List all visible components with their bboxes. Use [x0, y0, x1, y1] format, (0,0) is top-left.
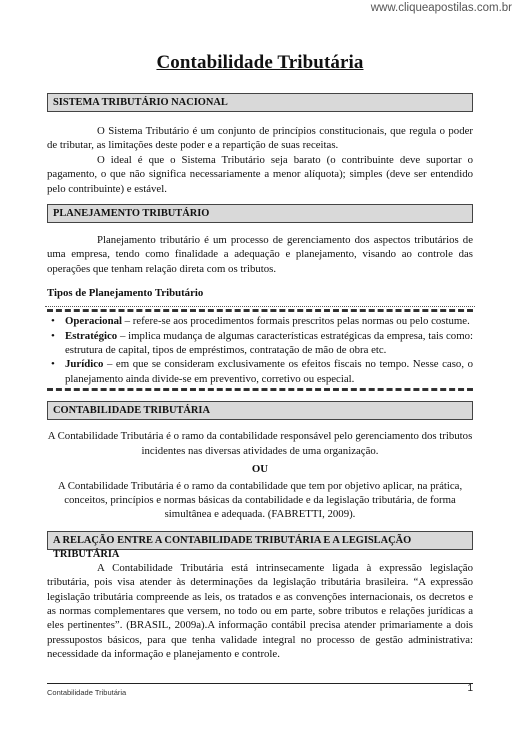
list-item-term: Estratégico [65, 329, 118, 342]
footer-divider [47, 683, 473, 684]
document-page [47, 44, 473, 662]
bullet-icon: • [51, 358, 55, 371]
list-item-text: – em que se consideram exclusivamente os efeitos fiscais no tempo. Nesse caso, o planejamento ainda divide-se em preventivo, corretivo ou especial. [65, 358, 473, 385]
list-item-term: Operacional [65, 315, 122, 328]
paragraph: Planejamento tributário é um processo de gerenciamento dos aspectos tributários de uma empresa, tendo como finalidade a adequação e planejamento, visando ao controle das operações que tenham relação direta com os tributos. [47, 234, 473, 275]
site-url: www.cliqueapostilas.com.br [370, 2, 512, 14]
section-heading-relacao-legislacao: A RELAÇÃO ENTRE A CONTABILIDADE TRIBUTÁRIA E A LEGISLAÇÃO TRIBUTÁRIA [47, 531, 473, 550]
footer-text: Contabilidade Tributária [47, 688, 127, 697]
list-item-term: Jurídico [65, 358, 104, 371]
list-item [47, 329, 473, 358]
paragraph: A Contabilidade Tributária é o ramo da contabilidade que tem por objetivo aplicar, na prática, conceitos, princípios e normas básicas da contabilidade e da legislação tributária, de forma simultânea e adequada. (FABRETTI, 2009). [57, 479, 463, 521]
bullet-icon: • [51, 329, 55, 342]
bullet-icon: • [51, 315, 55, 328]
section-heading-contabilidade-tributaria: CONTABILIDADE TRIBUTÁRIA [47, 401, 473, 420]
paragraph: A Contabilidade Tributária está intrinsecamente ligada à expressão legislação tributária, pois visa atender às determinações da legislação tributária brasileira. “A expressão legislação tributária compreende as leis, os tratados e as convenções internacionais, os decretos e as normas complementares que versem, no todo ou em parte, sobre tributos e relações jurídicas a eles pertinentes”. (BRASIL, 2009a).A informação contábil precisa atender primariamente a dois pressupostos básicos, para que tenha validade integral no processo de gestão administrativa: necessidade da informação e planejamento e controle. [47, 561, 473, 661]
paragraph: A Contabilidade Tributária é o ramo da contabilidade responsável pelo gerenciamento dos tributos incidentes nas diversas atividades de uma organização. [47, 430, 473, 457]
page-number: 1 [467, 683, 473, 694]
paragraph: O ideal é que o Sistema Tributário seja barato (o contribuinte deve suportar o pagamento, o que não significa necessariamente a menor alíquota); simples (deve ser entendido pelo contribuinte) e estável. [47, 153, 473, 195]
list-item [47, 357, 473, 386]
list-item-text: – refere-se aos procedimentos formais prescritos pelas normas ou pelo costume. [121, 315, 470, 328]
section-heading-planejamento-tributario: PLANEJAMENTO TRIBUTÁRIO [47, 204, 473, 223]
bullet-list [47, 309, 473, 391]
section-heading-sistema-tributario: SISTEMA TRIBUTÁRIO NACIONAL [47, 93, 473, 112]
list-item-text: – implica mudança de algumas características estratégicas da empresa, tais como: estrutura de capital, tipos de empréstimos, contratação de mão de obra etc. [65, 329, 473, 357]
paragraph: O Sistema Tributário é um conjunto de princípios constitucionais, que regula o poder de tributar, as limitações deste poder e a repartição de suas receitas. [47, 125, 473, 152]
subheading: Tipos de Planejamento Tributário [47, 287, 204, 300]
document-title: Contabilidade Tributária [156, 52, 364, 73]
list-item [47, 314, 473, 328]
or-separator: OU [251, 463, 269, 476]
